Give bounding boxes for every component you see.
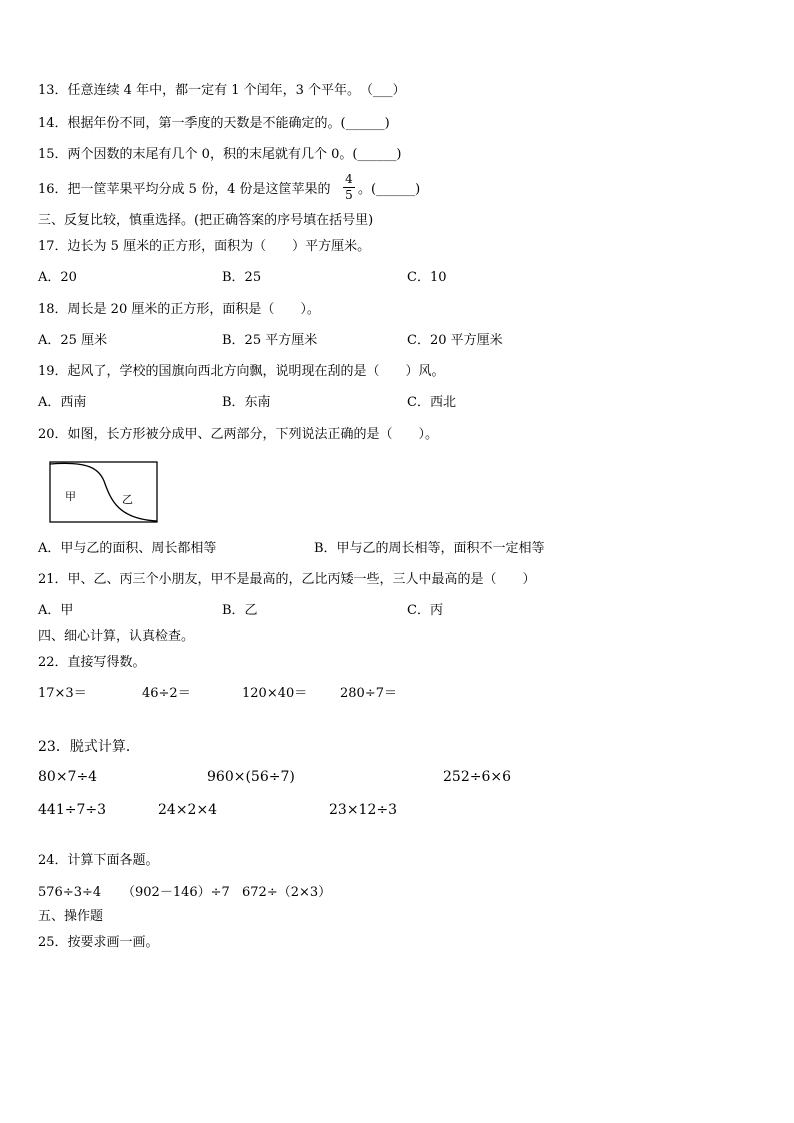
question-21-stem: 21．甲、乙、丙三个小朋友，甲不是最高的，乙比丙矮一些，三人中最高的是（ ） [38, 572, 536, 587]
question-18-stem: 18．周长是 20 厘米的正方形，面积是（ ）。 [38, 302, 320, 317]
q23-expr-5: 24×2×4 [158, 802, 218, 818]
fraction-denominator: 5 [345, 188, 353, 202]
question-21-option-c: C．丙 [407, 603, 443, 618]
section-5-heading: 五、操作题 [38, 909, 104, 924]
question-14: 14．根据年份不同，第一季度的天数是不能确定的。(______) [38, 116, 390, 131]
q22-expr-3: 120×40＝ [242, 686, 308, 701]
question-13: 13．任意连续 4 年中，都一定有 1 个闰年，3 个平年。 （___） [38, 83, 406, 98]
question-20-stem: 20．如图，长方形被分成甲、乙两部分，下列说法正确的是（ ）。 [38, 427, 439, 442]
question-19-option-a: A．西南 [38, 395, 87, 410]
question-22-stem: 22．直接写得数。 [38, 655, 146, 670]
section-4-heading: 四、细心计算，认真检查。 [38, 629, 195, 644]
q24-expr-3: 672÷（2×3） [242, 885, 332, 900]
question-17-option-c: C．10 [407, 270, 447, 285]
question-24-stem: 24．计算下面各题。 [38, 853, 159, 868]
q23-expr-2: 960×(56÷7) [207, 769, 295, 785]
question-18-option-c: C．20 平方厘米 [407, 333, 503, 348]
fraction-four-fifths [343, 173, 355, 202]
question-21-option-b: B．乙 [222, 603, 258, 618]
label-yi: 乙 [122, 493, 133, 506]
question-21-option-a: A．甲 [38, 603, 74, 618]
question-16-suffix: 。(______) [358, 182, 421, 197]
question-19-option-c: C．西北 [407, 395, 456, 410]
question-20-option-a: A．甲与乙的面积、周长都相等 [38, 541, 217, 556]
question-19-stem: 19．起风了，学校的国旗向西北方向飘，说明现在刮的是（ ）风。 [38, 364, 445, 379]
question-20-option-b: B．甲与乙的周长相等，面积不一定相等 [314, 541, 545, 556]
q23-expr-6: 23×12÷3 [329, 802, 397, 818]
q24-expr-1: 576÷3÷4 [38, 885, 102, 900]
fraction-numerator: 4 [345, 172, 353, 186]
question-17-option-b: B．25 [222, 270, 262, 285]
q22-expr-1: 17×3＝ [38, 686, 87, 701]
rectangle-split-diagram [49, 461, 159, 524]
q24-expr-2: （902－146）÷7 [122, 885, 230, 900]
section-3-heading: 三、反复比较，慎重选择。(把正确答案的序号填在括号里) [38, 213, 374, 228]
q23-expr-4: 441÷7÷3 [38, 802, 106, 818]
q23-expr-1: 80×7÷4 [38, 769, 98, 785]
question-25: 25．按要求画一画。 [38, 935, 159, 950]
q23-expr-3: 252÷6×6 [443, 769, 511, 785]
q22-expr-2: 46÷2＝ [142, 686, 191, 701]
question-18-option-a: A．25 厘米 [38, 333, 108, 348]
question-23-stem: 23．脱式计算． [38, 739, 140, 755]
question-16-prefix: 16．把一筐苹果平均分成 5 份，4 份是这筐苹果的 [38, 182, 331, 197]
label-jia: 甲 [65, 490, 76, 503]
question-17-stem: 17．边长为 5 厘米的正方形，面积为（ ）平方厘米。 [38, 239, 371, 254]
q22-expr-4: 280÷7＝ [340, 686, 397, 701]
question-17-option-a: A．20 [38, 270, 77, 285]
question-18-option-b: B．25 平方厘米 [222, 333, 318, 348]
question-19-option-b: B．东南 [222, 395, 271, 410]
question-15: 15．两个因数的末尾有几个 0，积的末尾就有几个 0。(______) [38, 147, 402, 162]
